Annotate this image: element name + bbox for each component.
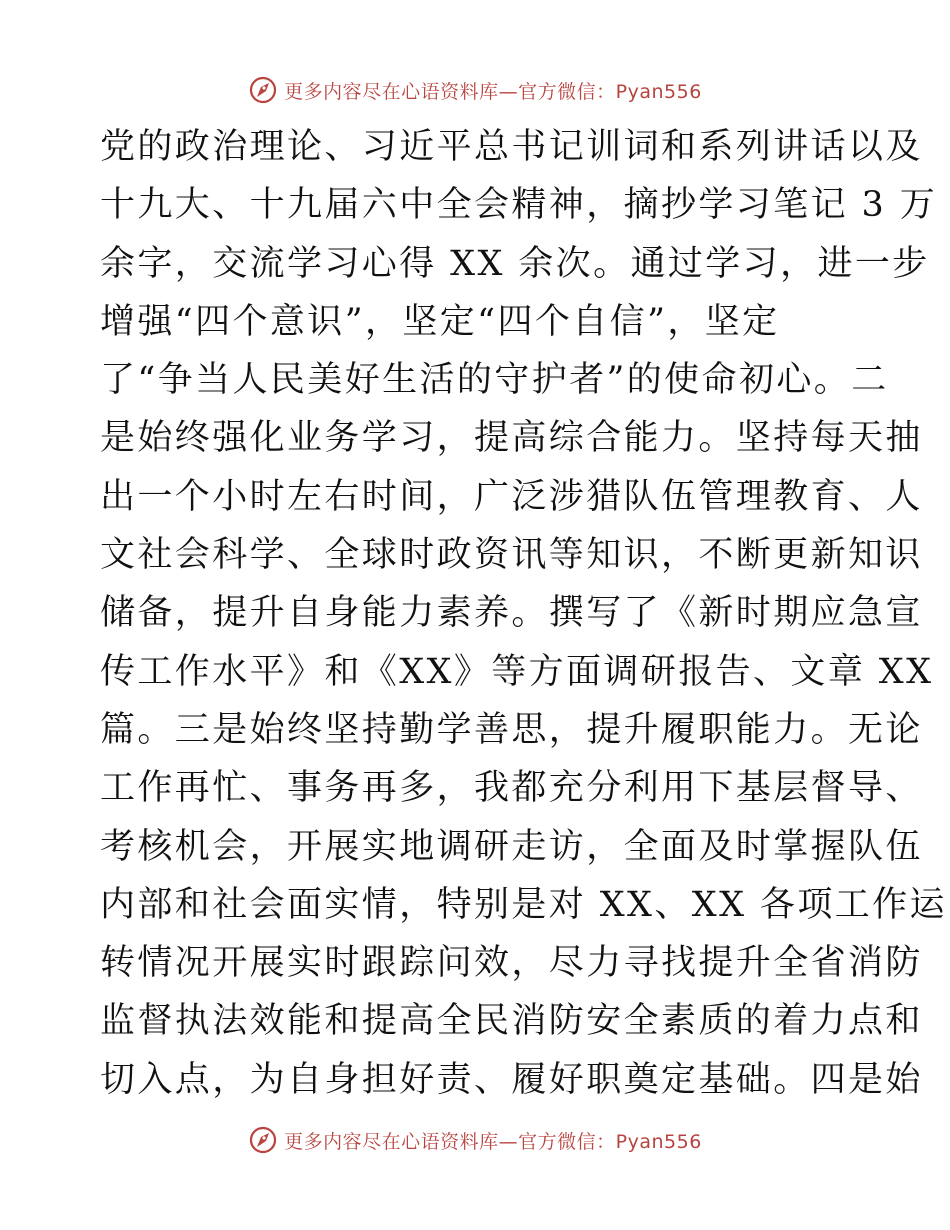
text-line: 增强“四个意识”，坚定“四个自信”，坚定: [100, 301, 780, 342]
text-line: 监督执法效能和提高全民消防安全素质的着力点和: [100, 1001, 923, 1042]
header-text: 更多内容尽在心语资料库—官方微信：Pyan556: [284, 80, 702, 103]
text-line: 十九大、十九届六中全会精神，摘抄学习笔记 3 万: [100, 185, 938, 226]
footer-watermark: [0, 1120, 950, 1160]
text-line: 切入点，为自身担好责、履好职奠定基础。四是始: [100, 1059, 923, 1100]
text-line: 工作再忙、事务再多，我都充分利用下基层督导、: [100, 768, 923, 809]
text-line: 转情况开展实时跟踪问效，尽力寻找提升全省消防: [100, 943, 923, 984]
pen-nib-logo-icon: [248, 75, 278, 105]
text-line: 传工作水平》和《XX》等方面调研报告、文章 XX: [100, 651, 934, 692]
text-line: 出一个小时左右时间，广泛涉猎队伍管理教育、人: [100, 476, 923, 517]
text-line: 考核机会，开展实地调研走访，全面及时掌握队伍: [100, 826, 923, 867]
footer-text: 更多内容尽在心语资料库—官方微信：Pyan556: [284, 1130, 702, 1153]
text-line: 篇。三是始终坚持勤学善思，提升履职能力。无论: [100, 709, 923, 750]
text-line: 储备，提升自身能力素养。撰写了《新时期应急宣: [100, 593, 923, 634]
document-body: [100, 118, 947, 1109]
text-line: 了“争当人民美好生活的守护者”的使命初心。二: [100, 360, 889, 401]
text-line: 余字，交流学习心得 XX 余次。通过学习，进一步: [100, 243, 930, 284]
text-line: 是始终强化业务学习，提高综合能力。坚持每天抽: [100, 418, 923, 459]
text-line: 内部和社会面实情，特别是对 XX、XX 各项工作运: [100, 884, 947, 925]
header-watermark: [0, 70, 950, 110]
text-line: 党的政治理论、习近平总书记训词和系列讲话以及: [100, 127, 923, 167]
pen-nib-logo-icon: [248, 1125, 278, 1155]
text-line: 文社会科学、全球时政资讯等知识，不断更新知识: [100, 535, 923, 576]
